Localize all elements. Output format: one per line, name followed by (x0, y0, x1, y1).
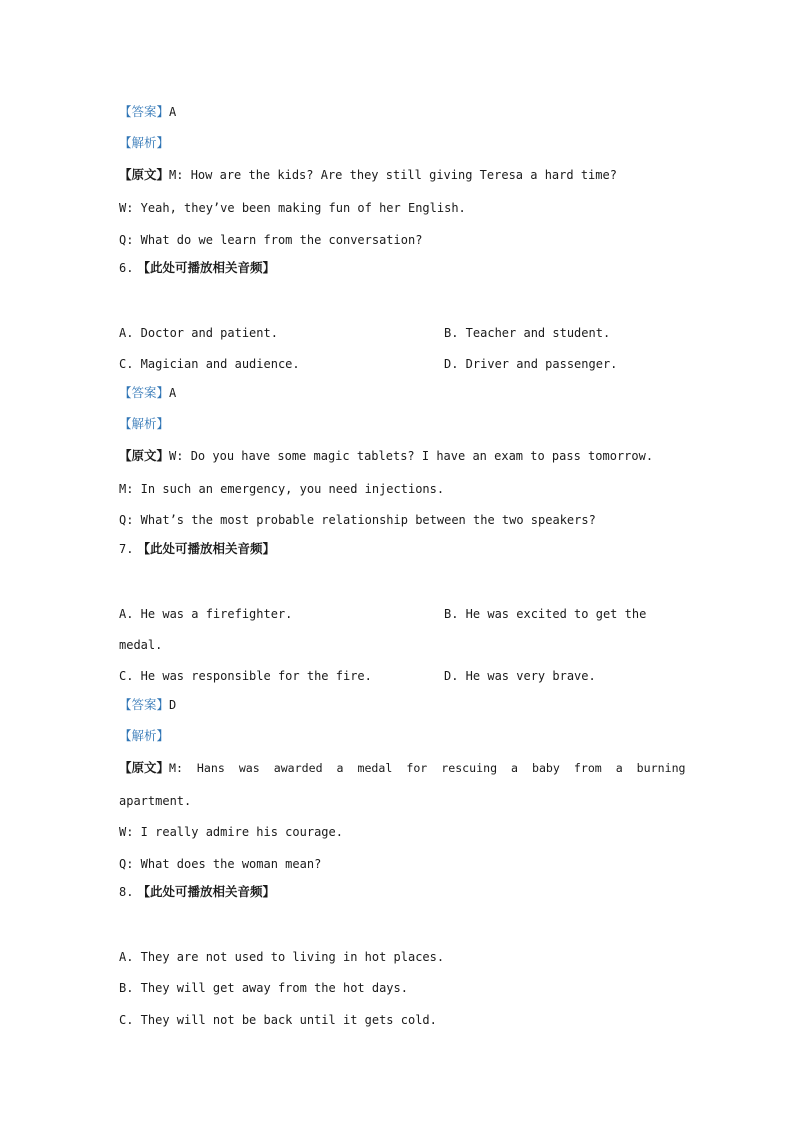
transcript-line (119, 167, 617, 183)
option-b-continued: medal. (119, 638, 163, 652)
audio-label: 【此处可播放相关音频】 (137, 884, 275, 899)
audio-label: 【此处可播放相关音频】 (137, 260, 275, 275)
option-b: B. Teacher and student. (444, 326, 611, 340)
question-header (119, 541, 275, 557)
question-header (119, 260, 275, 276)
option-a: A. He was a firefighter. (119, 607, 293, 621)
original-label: 【原文】 (119, 760, 170, 775)
answer-value: A (169, 386, 177, 400)
option-d: D. He was very brave. (444, 669, 596, 683)
option-c: C. They will not be back until it gets cold. (119, 1013, 437, 1027)
answer-label: 【答案】 (119, 697, 170, 712)
transcript-line: W: I really admire his courage. (119, 825, 343, 839)
option-c: C. He was responsible for the fire. (119, 669, 372, 683)
transcript-line: Q: What’s the most probable relationship between the two speakers? (119, 513, 596, 527)
option-b: B. He was excited to get the (444, 607, 647, 621)
answer-row (119, 697, 176, 713)
answer-value: A (169, 105, 177, 119)
answer-value: D (169, 698, 177, 712)
transcript-line: W: Yeah, they’ve been making fun of her English. (119, 201, 466, 215)
option-d: D. Driver and passenger. (444, 357, 618, 371)
analysis-label: 【解析】 (119, 728, 170, 743)
original-label: 【原文】 (119, 448, 170, 463)
analysis-label: 【解析】 (119, 135, 170, 150)
transcript-line-continued: apartment. (119, 794, 192, 808)
transcript-line (119, 448, 653, 464)
analysis-label: 【解析】 (119, 416, 170, 431)
original-label: 【原文】 (119, 167, 170, 182)
question-number: 8. (119, 885, 134, 899)
transcript-text: M: How are the kids? Are they still giving Teresa a hard time? (169, 168, 617, 182)
transcript-line: Q: What does the woman mean? (119, 857, 322, 871)
audio-label: 【此处可播放相关音频】 (137, 541, 275, 556)
transcript-line: M: In such an emergency, you need injections. (119, 482, 445, 496)
answer-label: 【答案】 (119, 104, 170, 119)
transcript-line: Q: What do we learn from the conversation? (119, 233, 423, 247)
option-b: B. They will get away from the hot days. (119, 981, 408, 995)
transcript-line (119, 760, 686, 776)
question-number: 7. (119, 542, 134, 556)
transcript-text: W: Do you have some magic tablets? I have an exam to pass tomorrow. (169, 449, 654, 463)
answer-label: 【答案】 (119, 385, 170, 400)
answer-row (119, 104, 176, 120)
question-number: 6. (119, 261, 134, 275)
option-c: C. Magician and audience. (119, 357, 300, 371)
transcript-text: M: Hans was awarded a medal for rescuing a baby from a burning (169, 761, 686, 775)
answer-row (119, 385, 176, 401)
question-header (119, 884, 275, 900)
option-a: A. Doctor and patient. (119, 326, 278, 340)
option-a: A. They are not used to living in hot places. (119, 950, 445, 964)
